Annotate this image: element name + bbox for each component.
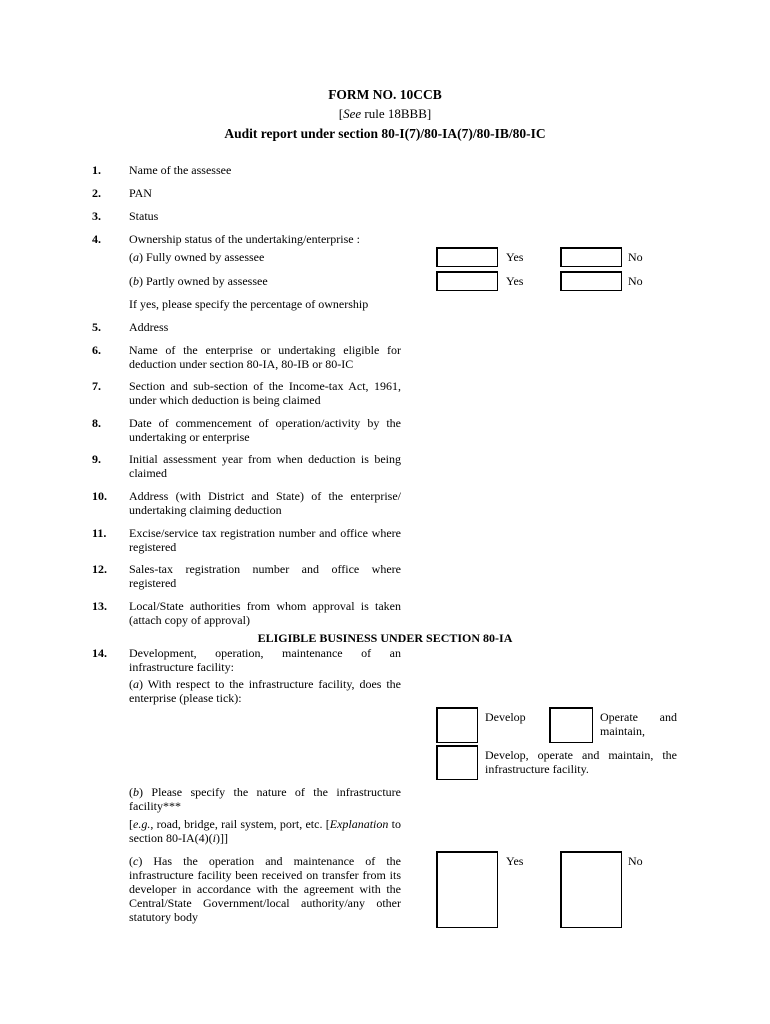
label-4a-yes: Yes bbox=[506, 250, 524, 264]
item-7-label: Section and sub-section of the Income-tax Act, 1961, under which deduction is being claimed bbox=[129, 379, 401, 407]
item-14a-label: (a) With respect to the infrastructure facility, does the enterprise (please tick): bbox=[129, 677, 401, 705]
label-develop-operate-maintain: Develop, operate and maintain, the infrastructure facility. bbox=[485, 748, 677, 776]
item-4b-letter: b bbox=[133, 274, 139, 288]
item-13-label: Local/State authorities from whom approval is taken (attach copy of approval) bbox=[129, 599, 401, 627]
item-4-number: 4. bbox=[92, 232, 101, 246]
item-14b-explanation: Explanation bbox=[329, 817, 389, 831]
checkbox-4a-yes[interactable] bbox=[436, 247, 498, 267]
item-12-number: 12. bbox=[92, 562, 107, 576]
section-heading: ELIGIBLE BUSINESS UNDER SECTION 80-IA bbox=[257, 631, 513, 645]
checkbox-4b-yes[interactable] bbox=[436, 271, 498, 291]
label-14c-yes: Yes bbox=[506, 854, 524, 868]
checkbox-develop-operate-maintain[interactable] bbox=[436, 745, 478, 780]
label-develop: Develop bbox=[485, 710, 526, 724]
item-3-number: 3. bbox=[92, 209, 101, 223]
item-6-number: 6. bbox=[92, 343, 101, 357]
item-14b-eg-mid: , road, bridge, rail system, port, etc. [ bbox=[150, 817, 330, 831]
rule-see: See bbox=[343, 106, 362, 121]
item-4a-label: (a) Fully owned by assessee bbox=[129, 250, 265, 264]
item-4-label: Ownership status of the undertaking/enterprise : bbox=[129, 232, 360, 246]
item-5-label: Address bbox=[129, 320, 169, 334]
item-1-number: 1. bbox=[92, 163, 101, 177]
item-10-number: 10. bbox=[92, 489, 107, 503]
item-9-number: 9. bbox=[92, 452, 101, 466]
checkbox-14c-no[interactable] bbox=[560, 851, 622, 928]
item-11-number: 11. bbox=[92, 526, 107, 540]
item-13-number: 13. bbox=[92, 599, 107, 613]
item-14b-letter: b bbox=[133, 785, 139, 799]
item-14b-eg-rest: to section 80-IA(4)( bbox=[129, 817, 401, 845]
item-4b-label: (b) Partly owned by assessee bbox=[129, 274, 268, 288]
item-14a-letter: a bbox=[133, 677, 139, 691]
item-14b-eg-i: i bbox=[212, 831, 216, 845]
item-2-label: PAN bbox=[129, 186, 152, 200]
item-4a-text: Fully owned by assessee bbox=[143, 250, 265, 264]
item-14b-eg: e.g. bbox=[133, 817, 151, 831]
checkbox-4a-no[interactable] bbox=[560, 247, 622, 267]
item-9-label: Initial assessment year from when deduction is being claimed bbox=[129, 452, 401, 480]
checkbox-operate-maintain[interactable] bbox=[549, 707, 593, 743]
checkbox-develop[interactable] bbox=[436, 707, 478, 743]
item-14b-example: [e.g., road, bridge, rail system, port, etc. [Explanation to section 80-IA(4)(i)]] bbox=[129, 817, 401, 845]
item-4b-text: Partly owned by assessee bbox=[143, 274, 268, 288]
item-14c-label: (c) Has the operation and maintenance of the infrastructure facility been received on transfer from its developer in accordance with the agreement with the Central/State Government/local authority/any other statutory body bbox=[129, 854, 401, 924]
form-title: Audit report under section 80-I(7)/80-IA(7)/80-IB/80-IC bbox=[224, 126, 546, 141]
item-8-label: Date of commencement of operation/activity by the undertaking or enterprise bbox=[129, 416, 401, 444]
item-14b-text: Please specify the nature of the infrastructure facility*** bbox=[129, 785, 401, 813]
item-14b-label: (b) Please specify the nature of the infrastructure facility*** bbox=[129, 785, 401, 813]
item-14c-text: Has the operation and maintenance of the infrastructure facility been received on transfer from its developer in accordance with the agreement with the Central/State Government/local authority/any other statutory body bbox=[129, 854, 401, 924]
item-4-note: If yes, please specify the percentage of ownership bbox=[129, 297, 369, 311]
item-10-label: Address (with District and State) of the enterprise/ undertaking claiming deduction bbox=[129, 489, 401, 517]
label-4b-no: No bbox=[628, 274, 643, 288]
item-5-number: 5. bbox=[92, 320, 101, 334]
form-number: FORM NO. 10CCB bbox=[328, 87, 442, 102]
item-8-number: 8. bbox=[92, 416, 101, 430]
item-11-label: Excise/service tax registration number and office where registered bbox=[129, 526, 401, 554]
label-14c-no: No bbox=[628, 854, 643, 868]
checkbox-4b-no[interactable] bbox=[560, 271, 622, 291]
label-operate-maintain: Operate and maintain, bbox=[600, 710, 677, 738]
item-1-label: Name of the assessee bbox=[129, 163, 232, 177]
item-4a-letter: a bbox=[133, 250, 139, 264]
item-14-label: Development, operation, maintenance of an infrastructure facility: bbox=[129, 646, 401, 674]
rule-text: rule 18BBB] bbox=[361, 106, 432, 121]
rule-reference bbox=[0, 107, 770, 121]
checkbox-14c-yes[interactable] bbox=[436, 851, 498, 928]
item-14a-text: With respect to the infrastructure facility, does the enterprise (please tick): bbox=[129, 677, 401, 705]
item-7-number: 7. bbox=[92, 379, 101, 393]
item-14c-letter: c bbox=[133, 854, 139, 868]
rule-bracket-open: [ bbox=[338, 106, 344, 121]
label-4b-yes: Yes bbox=[506, 274, 524, 288]
item-14-number: 14. bbox=[92, 646, 107, 660]
item-14b-eg-end: )]] bbox=[215, 831, 228, 845]
label-4a-no: No bbox=[628, 250, 643, 264]
item-3-label: Status bbox=[129, 209, 159, 223]
item-6-label: Name of the enterprise or undertaking eligible for deduction under section 80-IA, 80-IB or 80-IC bbox=[129, 343, 401, 371]
item-2-number: 2. bbox=[92, 186, 101, 200]
item-12-label: Sales-tax registration number and office where registered bbox=[129, 562, 401, 590]
